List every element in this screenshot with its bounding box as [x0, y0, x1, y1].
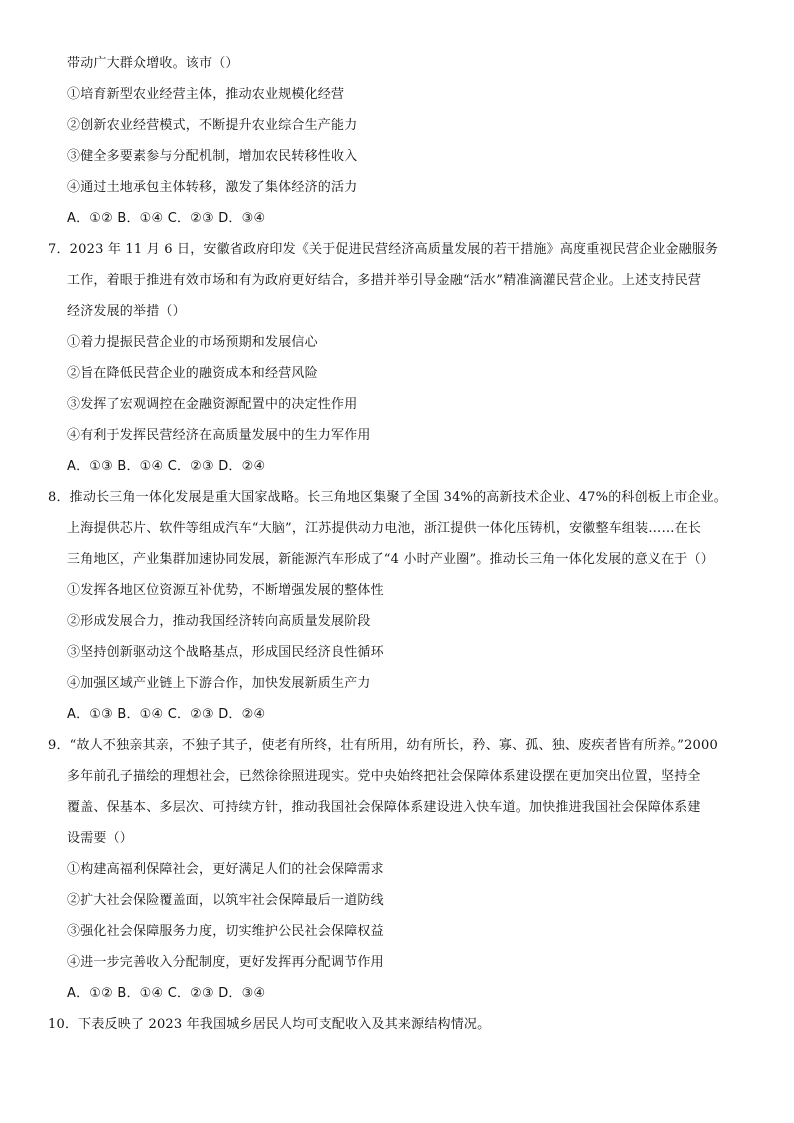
q6-stem-tail: 带动广大群众增收。该市（）: [67, 56, 239, 71]
q9-option-2: ②扩大社会保险覆盖面，以筑牢社会保障最后一道防线: [67, 893, 384, 908]
q9-option-3: ③强化社会保障服务力度，切实维护公民社会保障权益: [67, 924, 384, 939]
q7-option-2: ②旨在降低民营企业的融资成本和经营风险: [67, 366, 318, 381]
q9-stem-line-2: 多年前孔子描绘的理想社会，已然徐徐照进现实。党中央始终把社会保障体系建设摆在更加突出位置，坚持全: [67, 769, 701, 784]
q6-choices: A．①② B．①④ C．②③ D．③④: [67, 211, 266, 226]
q6-option-1: ①培育新型农业经营主体，推动农业规模化经营: [67, 87, 345, 102]
q8-option-1: ①发挥各地区位资源互补优势，不断增强发展的整体性: [67, 583, 384, 598]
q7-option-3: ③发挥了宏观调控在金融资源配置中的决定性作用: [67, 397, 358, 412]
q6-option-2: ②创新农业经营模式，不断提升农业综合生产能力: [67, 118, 358, 133]
q8-stem-line-2: 上海提供芯片、软件等组成汽车“大脑”，江苏提供动力电池，浙江提供一体化压铸机，安徽整车组装……在长: [67, 521, 702, 536]
q7-stem-line-1: 7．2023 年 11 月 6 日，安徽省政府印发《关于促进民营经济高质量发展的若干措施》高度重视民营企业金融服务: [48, 242, 719, 257]
q7-choices: A．①③ B．①④ C．②③ D．②④: [67, 459, 266, 474]
q8-option-4: ④加强区域产业链上下游合作，加快发展新质生产力: [67, 676, 371, 691]
q7-stem-line-2: 工作，着眼于推进有效市场和有为政府更好结合，多措并举引导金融“活水”精准滴灌民营企业。上述支持民营: [67, 273, 702, 288]
q8-stem-line-3: 三角地区，产业集群加速协同发展，新能源汽车形成了“4 小时产业圈”。推动长三角一体化发展的意义在于（）: [67, 552, 714, 567]
q9-choices: A．①② B．①④ C．②③ D．③④: [67, 986, 266, 1001]
q9-stem-line-3: 覆盖、保基本、多层次、可持续方针，推动我国社会保障体系建设进入快车道。加快推进我国社会保障体系建: [67, 800, 701, 815]
q9-option-1: ①构建高福利保障社会，更好满足人们的社会保障需求: [67, 862, 384, 877]
q6-option-4: ④通过土地承包主体转移，激发了集体经济的活力: [67, 180, 358, 195]
q9-stem-line-4: 设需要（）: [67, 831, 134, 846]
q9-stem-line-1: 9．“故人不独亲其亲，不独子其子，使老有所终，壮有所用，幼有所长，矜、寡、孤、独、废疾者皆有所养。”2000: [48, 738, 718, 753]
q9-option-4: ④进一步完善收入分配制度，更好发挥再分配调节作用: [67, 955, 384, 970]
q10-stem-line-1: 10．下表反映了 2023 年我国城乡居民人均可支配收入及其来源结构情况。: [48, 1017, 491, 1032]
q7-option-1: ①着力提振民营企业的市场预期和发展信心: [67, 335, 318, 350]
q8-option-3: ③坚持创新驱动这个战略基点，形成国民经济良性循环: [67, 645, 384, 660]
q7-option-4: ④有利于发挥民营经济在高质量发展中的生力军作用: [67, 428, 371, 443]
q8-choices: A．①③ B．①④ C．②③ D．②④: [67, 707, 266, 722]
q8-option-2: ②形成发展合力，推动我国经济转向高质量发展阶段: [67, 614, 371, 629]
q8-stem-line-1: 8．推动长三角一体化发展是重大国家战略。长三角地区集聚了全国 34%的高新技术企业、47%的科创板上市企业。: [48, 490, 727, 505]
q6-option-3: ③健全多要素参与分配机制，增加农民转移性收入: [67, 149, 358, 164]
q7-stem-line-3: 经济发展的举措（）: [67, 304, 186, 319]
